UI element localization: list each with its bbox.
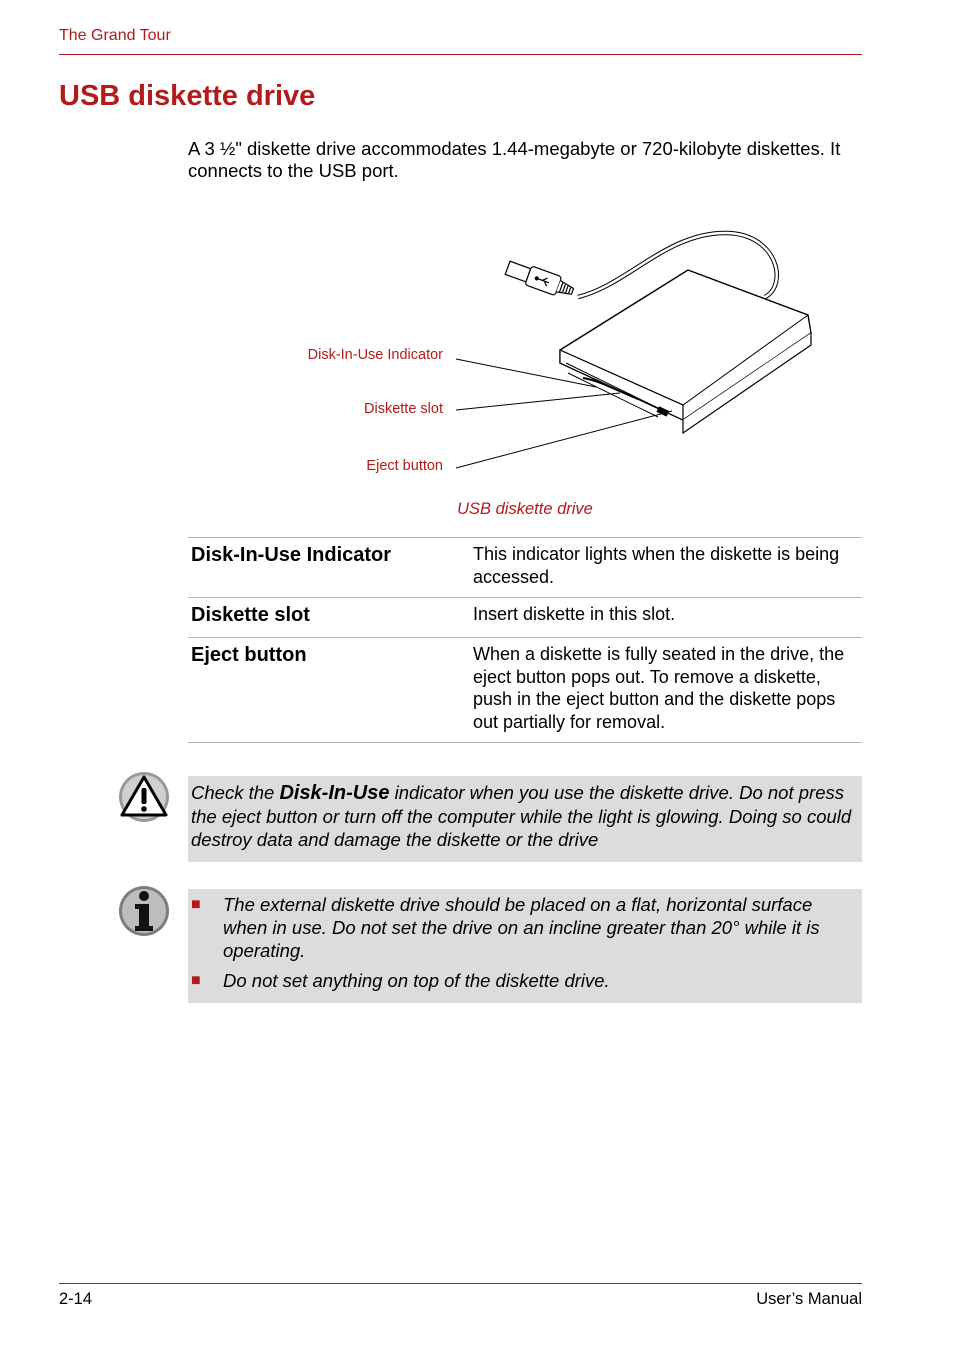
callout-eject-button: Eject button [366,458,443,474]
usb-drive-figure [188,215,862,515]
usb-diskette-drive-illustration [188,215,862,505]
info-item-text: The external diskette drive should be placed on a flat, horizontal surface when in use. Do not set the drive on an incline greater than 20° while it is operating. [223,894,820,961]
header-section-title: The Grand Tour [59,27,171,44]
table-row [188,598,862,638]
footer-rule [59,1283,862,1284]
term-cell: Disk-In-Use Indicator [188,538,467,598]
callout-disk-in-use-indicator: Disk-In-Use Indicator [307,347,443,363]
bullet-marker: ■ [191,972,201,989]
warning-text-pre: Check the [191,782,280,803]
intro-paragraph: A 3 ½" diskette drive accommodates 1.44-megabyte or 720-kilobyte diskettes. It connects to the USB port. [188,138,841,181]
table-row [188,638,862,743]
figure-caption: USB diskette drive [457,500,593,518]
warning-note [188,776,862,862]
warning-text-emphasis: Disk-In-Use [279,782,390,804]
table-row [188,538,862,598]
term-cell: Diskette slot [188,598,467,638]
info-item-text: Do not set anything on top of the diskette drive. [223,970,610,991]
description-cell: This indicator lights when the diskette is being accessed. [467,538,862,598]
term-cell: Eject button [188,638,467,743]
description-cell: Insert diskette in this slot. [467,598,862,638]
warning-triangle-icon [117,770,171,824]
footer-page-number: 2-14 [59,1290,93,1308]
bullet-marker: ■ [191,896,201,913]
info-icon [117,884,171,938]
callout-diskette-slot: Diskette slot [364,401,443,417]
footer-manual-title: User’s Manual [756,1290,862,1308]
description-cell: When a diskette is fully seated in the drive, the eject button pops out. To remove a diskette, push in the eject button and the diskette pops out partially for removal. [467,638,862,743]
page-title: USB diskette drive [59,80,316,112]
list-item [191,893,858,962]
warning-text-post: indicator when you use the diskette drive. Do not press the eject button or turn off the computer while the light is glowing. Doing so could destroy data and damage the diskette or the drive [191,782,852,850]
component-table [188,537,862,743]
info-note [188,889,862,1003]
header-rule [59,54,862,55]
list-item [191,969,858,992]
